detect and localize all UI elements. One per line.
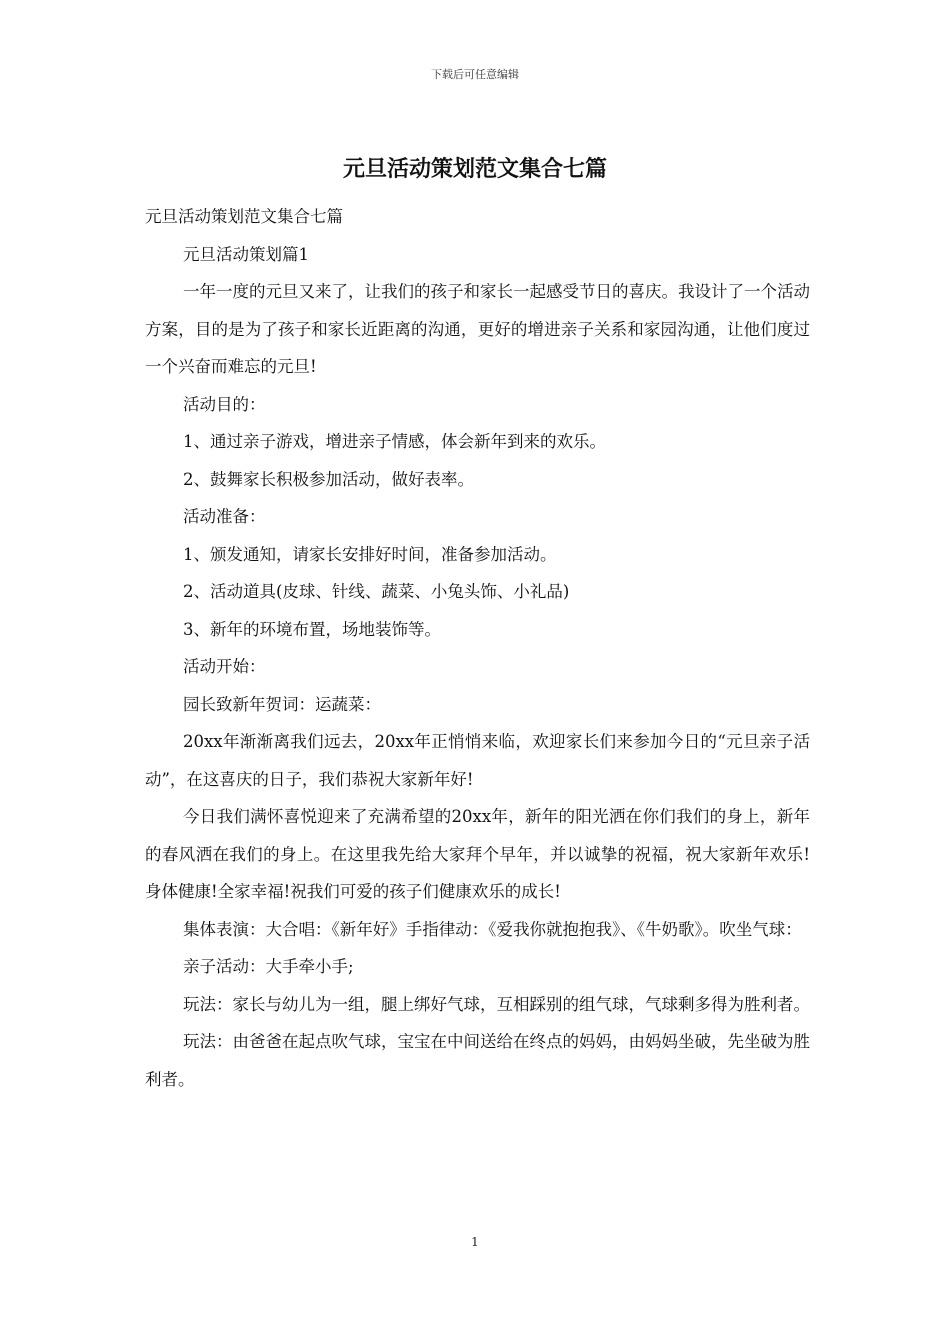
page-number: 1 — [471, 1235, 479, 1249]
paragraph: 园长致新年贺词：运蔬菜： — [183, 694, 381, 714]
paragraph: 1、颁发通知，请家长安排好时间，准备参加活动。 — [183, 544, 557, 564]
paragraph: 亲子活动：大手牵小手; — [183, 957, 354, 976]
paragraph: 1、通过亲子游戏，增进亲子情感，体会新年到来的欢乐。 — [183, 432, 606, 451]
paragraph: 元旦活动策划范文集合七篇 — [145, 207, 343, 226]
paragraph: 2、鼓舞家长积极参加活动，做好表率。 — [183, 469, 474, 489]
paragraph: 2、活动道具(皮球、针线、蔬菜、小兔头饰、小礼品) — [183, 582, 570, 601]
paragraph: 玩法：由爸爸在起点吹气球，宝宝在中间送给在终点的妈妈，由妈妈坐破，先坐破为胜利者。 — [145, 1032, 810, 1089]
document-body — [145, 198, 810, 1098]
paragraph: 活动目的： — [183, 394, 266, 414]
paragraph: 20xx年渐渐离我们远去，20xx年正悄悄来临，欢迎家长们来参加今日的“元旦亲子活动”，在这喜庆的日子，我们恭祝大家新年好! — [145, 732, 810, 789]
paragraph: 一年一度的元旦又来了，让我们的孩子和家长一起感受节日的喜庆。我设计了一个活动方案，目的是为了孩子和家长近距离的沟通，更好的增进亲子关系和家园沟通，让他们度过一个兴奋而难忘的元旦! — [145, 282, 810, 376]
paragraph: 元旦活动策划篇1 — [183, 244, 309, 264]
paragraph: 活动准备： — [183, 507, 266, 526]
paragraph: 活动开始： — [183, 657, 266, 676]
paragraph: 3、新年的环境布置，场地装饰等。 — [183, 619, 441, 639]
paragraph: 玩法：家长与幼儿为一组，腿上绑好气球，互相踩别的组气球，气球剩多得为胜利者。 — [183, 994, 810, 1014]
document-title: 元旦活动策划范文集合七篇 — [342, 156, 607, 182]
header-note: 下载后可任意编辑 — [431, 68, 519, 81]
paragraph: 今日我们满怀喜悦迎来了充满希望的20xx年，新年的阳光洒在你们我们的身上，新年的春风洒在我们的身上。在这里我先给大家拜个早年，并以诚挚的祝福，祝大家新年欢乐!身体健康!全家幸福!祝我们可爱的孩子们健康欢乐的成长! — [145, 807, 810, 901]
paragraph: 集体表演：大合唱：《新年好》手指律动：《爱我你就抱抱我》、《牛奶歌》。吹坐气球： — [183, 919, 802, 939]
